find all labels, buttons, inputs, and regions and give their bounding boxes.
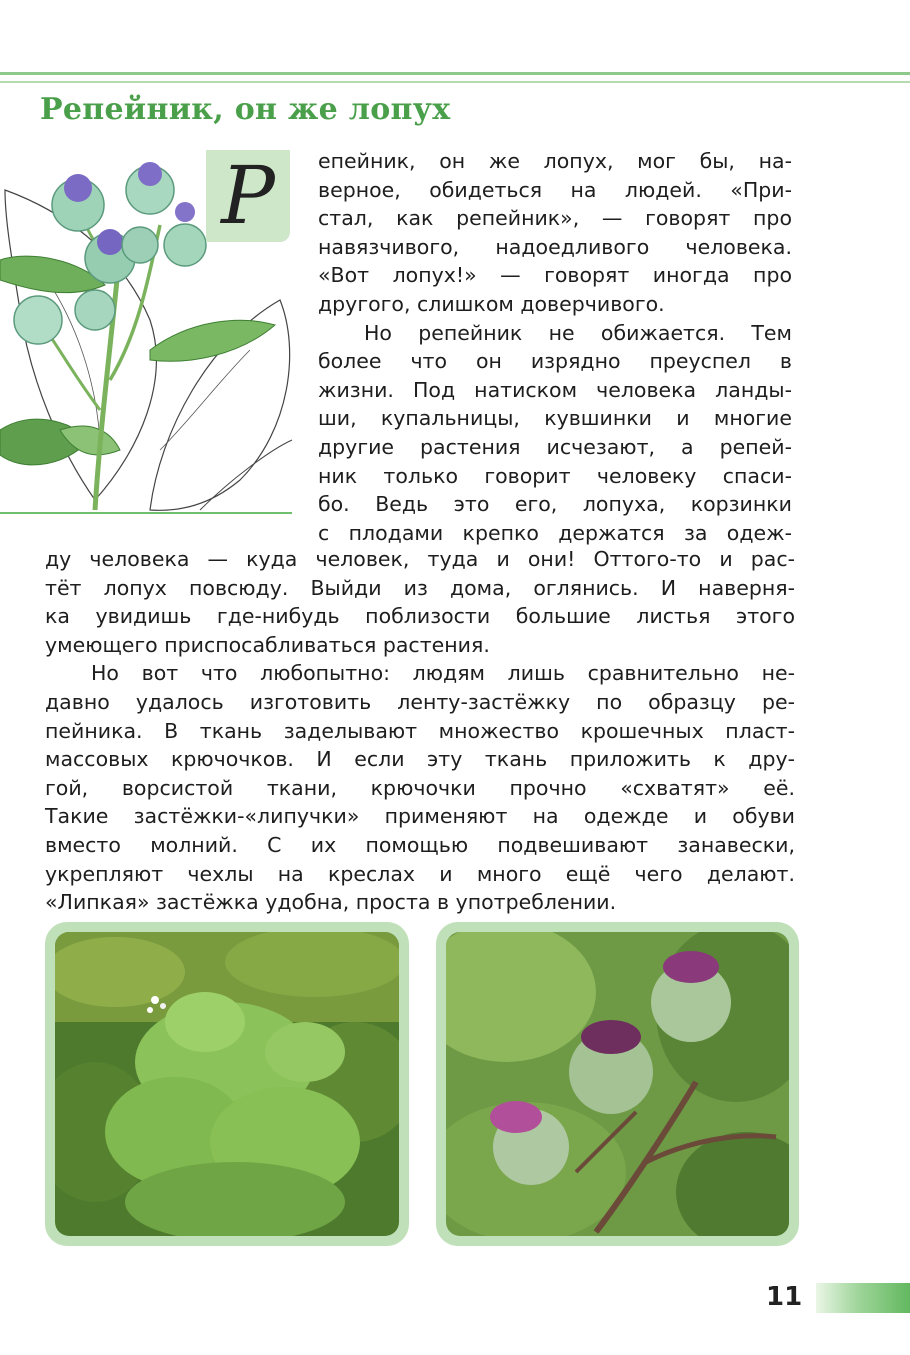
top-rule-thin (0, 81, 910, 83)
text-line: «Вот лопух!» — говорят иногда про (318, 263, 792, 288)
burdock-flowers-image (446, 932, 789, 1236)
text-line: вместо молний. С их помощью подвешивают занавески, (45, 832, 795, 857)
photo-burdock-leaves (45, 922, 409, 1246)
text-line: другого, слишком доверчивого. (318, 291, 665, 316)
text-line: ник только говорит человеку спаси- (318, 463, 792, 488)
text-line: ши, купальницы, кувшинки и многие (318, 406, 792, 431)
text-line: ду человека — куда человек, туда и они! Оттого-то и рас- (45, 547, 795, 571)
text-line: «Липкая» застёжка удобна, проста в употреблении. (45, 890, 617, 915)
text-line: укрепляют чехлы на креслах и много ещё чего делают. (45, 861, 795, 886)
text-line: Такие застёжки-«липучки» применяют на одежде и обуви (45, 804, 795, 829)
text-line: умеющего приспосабливаться растения. (45, 632, 490, 657)
text-line: бо. Ведь это его, лопуха, корзинки (318, 492, 792, 517)
top-rule (0, 72, 910, 75)
illustration-underline (0, 512, 292, 514)
text-line: Но репейник не обижается. Тем (364, 320, 792, 345)
body-text-full-width (45, 545, 795, 917)
page-number-bar (816, 1283, 910, 1313)
text-line: гой, ворсистой ткани, крючочки прочно «схватят» её. (45, 775, 795, 800)
text-line: более что он изрядно преуспел в (318, 349, 792, 374)
drop-cap: Р (206, 150, 290, 242)
text-line: другие растения исчезают, а репей- (318, 434, 792, 459)
text-line: Но вот что любопытно: людям лишь сравнительно не- (91, 661, 795, 686)
text-line: ка увидишь где-нибудь поблизости большие листья этого (45, 604, 795, 629)
photo-burdock-flowers (436, 922, 799, 1246)
page-title: Репейник, он же лопух (40, 92, 451, 127)
page-number: 11 (766, 1282, 803, 1312)
paragraph-1-column (318, 147, 792, 547)
text-line: пейника. В ткань заделывают множество крошечных пласт- (45, 718, 795, 743)
text-line: массовых крючочков. И если эту ткань приложить к дру- (45, 747, 795, 772)
text-line: жизни. Под натиском человека ланды- (318, 377, 792, 402)
burdock-leaves-image (55, 932, 399, 1236)
text-line: стал, как репейник», — говорят про (318, 206, 792, 231)
text-line: тёт лопух повсюду. Выйди из дома, оглянись. И наверня- (45, 575, 795, 600)
text-line: давно удалось изготовить ленту-застёжку по образцу ре- (45, 689, 795, 714)
text-line: навязчивого, надоедливого человека. (318, 234, 792, 259)
text-line: верное, обидеться на людей. «При- (318, 177, 792, 202)
text-line: епейник, он же лопух, мог бы, на- (318, 149, 792, 173)
text-line: с плодами крепко держатся за одеж- (318, 520, 792, 545)
